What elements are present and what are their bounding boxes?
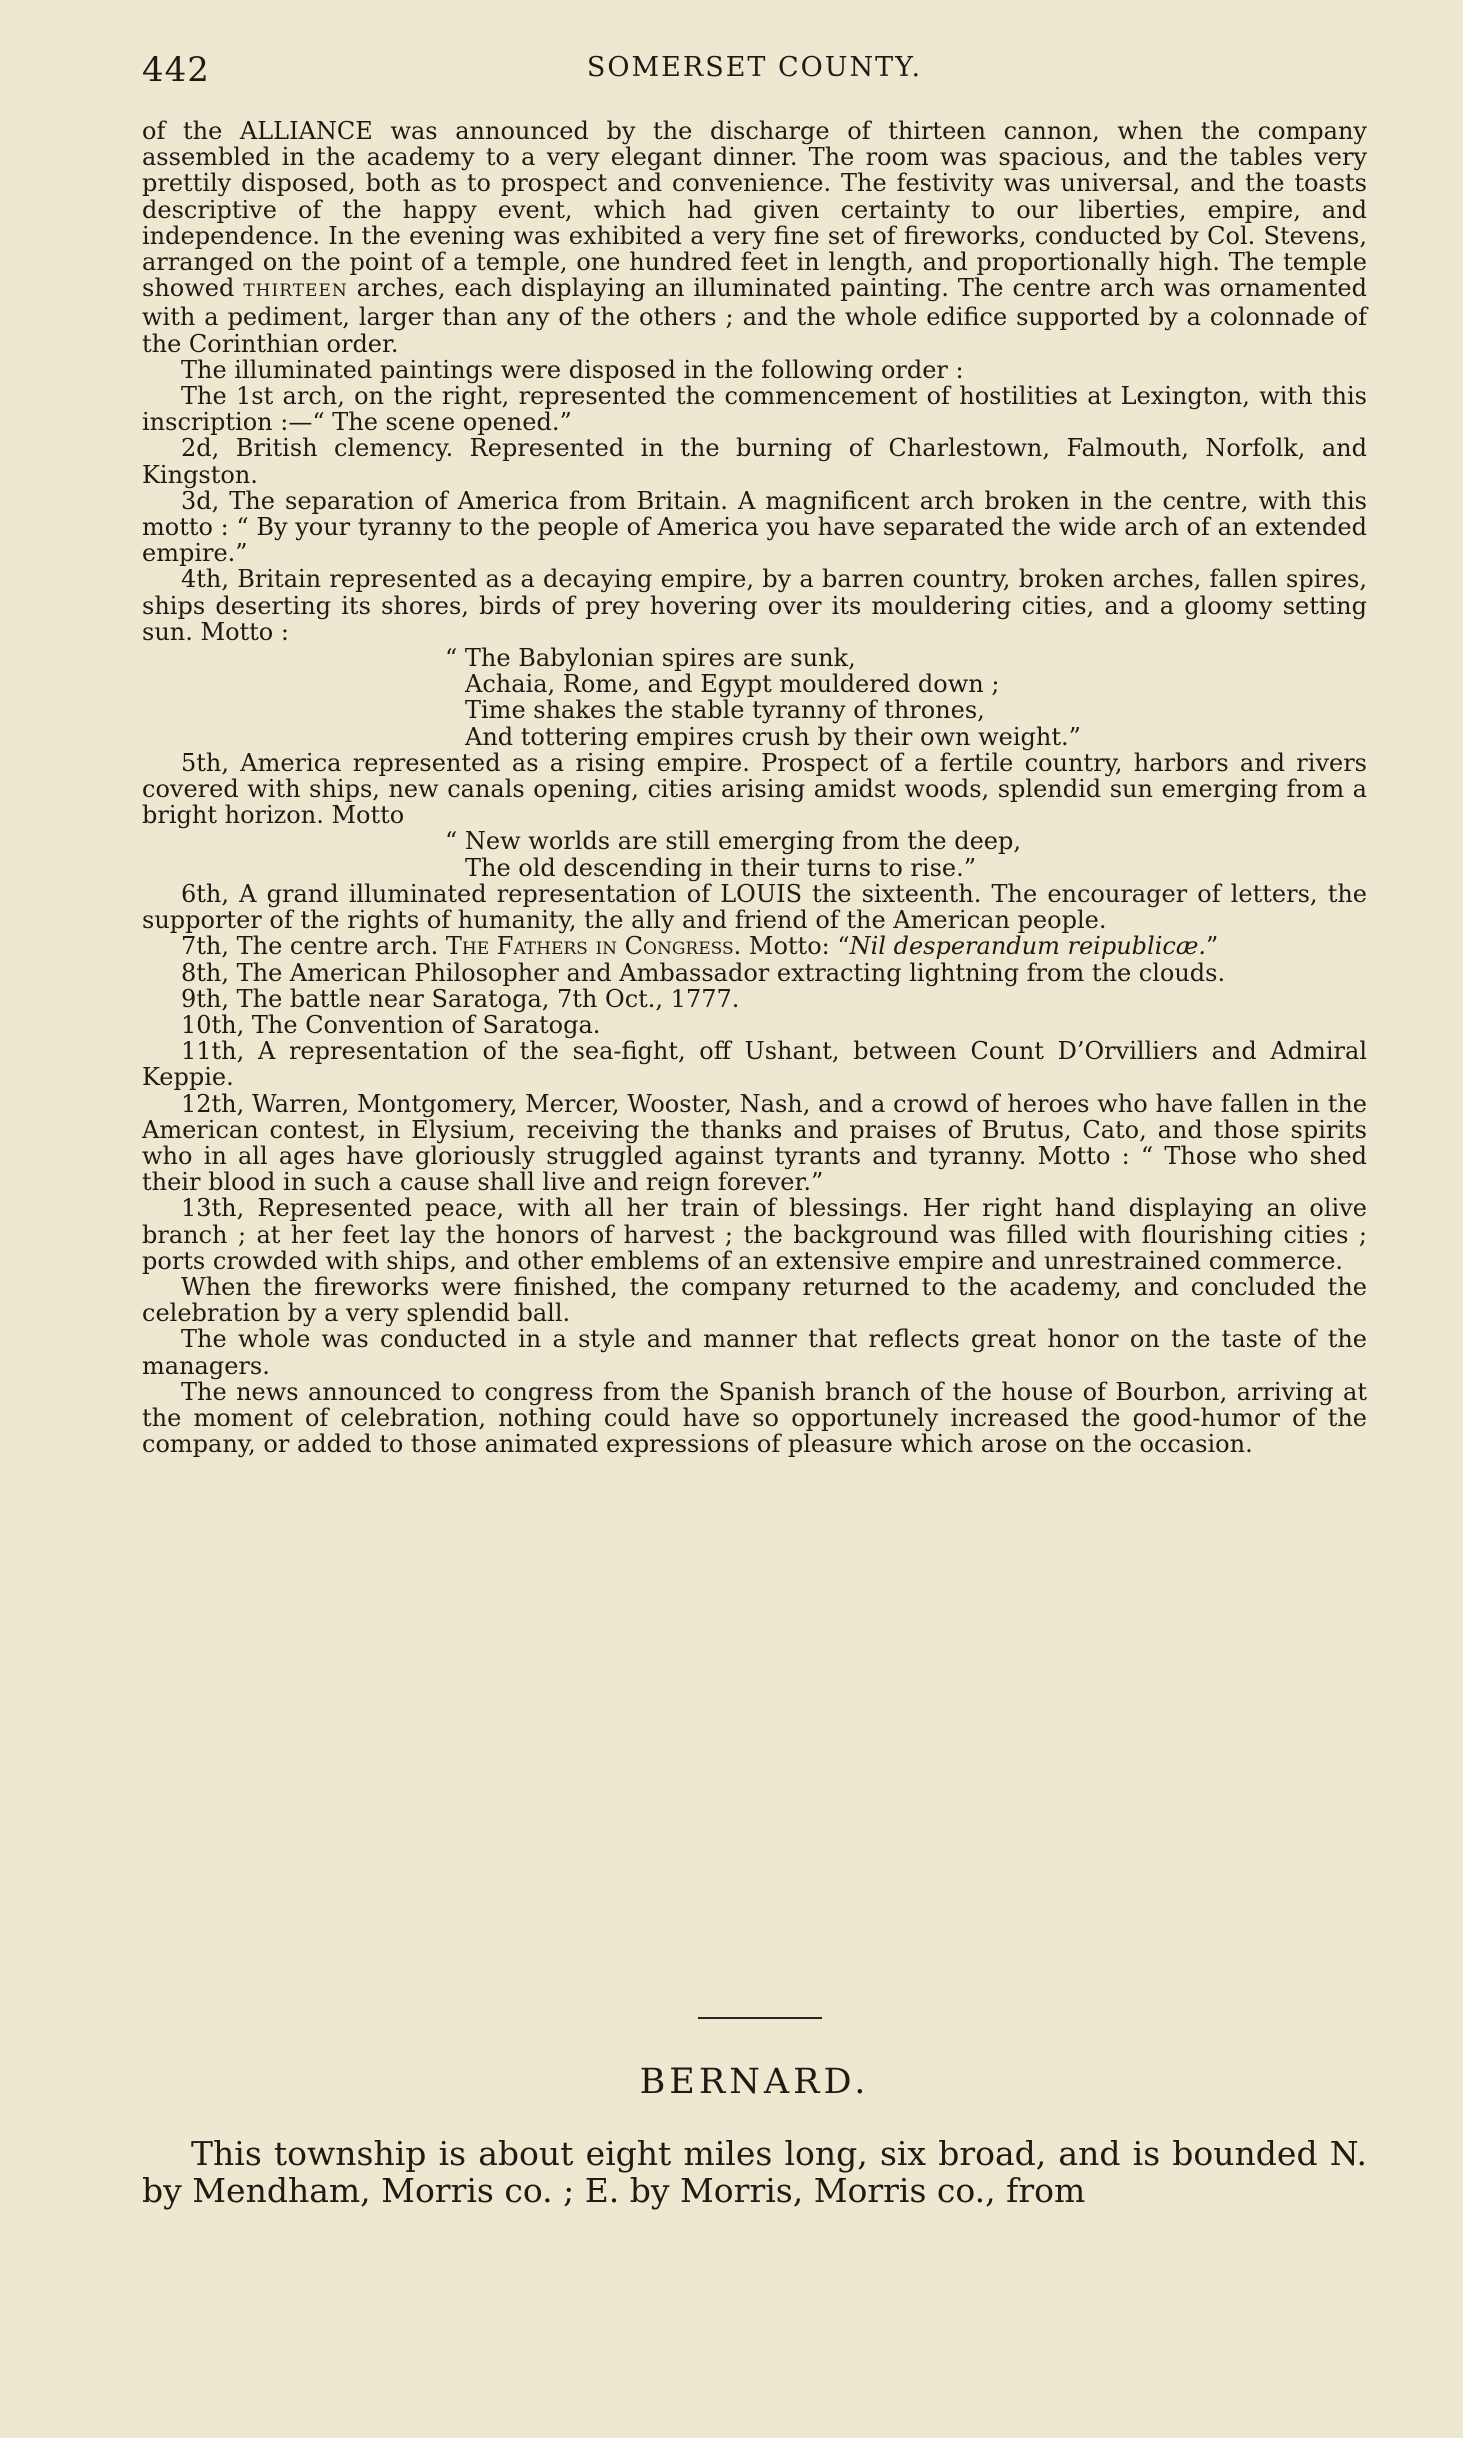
- section-divider: [698, 2017, 822, 2019]
- paragraph-arch-11: 11th, A representation of the sea-fight, off Ushant, between Count D’Orvilliers and Admiral Keppie.: [142, 1037, 1367, 1092]
- verse-line: Achaia, Rome, and Egypt mouldered down ;: [465, 670, 1000, 699]
- paragraph-arch-8: 8th, The American Philosopher and Ambassador extracting lightning from the clouds.: [181, 958, 1226, 987]
- paragraph-arch-4: 4th, Britain represented as a decaying empire, by a barren country, broken arches, fallen spires, ships deserting its shores, birds of prey hovering over its mouldering cities, and a gloomy setting sun. Motto :: [142, 565, 1367, 646]
- paragraph-arch-1: The 1st arch, on the right, represented the commencement of hostilities at Lexington, with this inscription :—“ The scene opened.”: [142, 382, 1367, 437]
- paragraph-arch-5: 5th, America represented as a rising empire. Prospect of a fertile country, harbors and rivers covered with ships, new canals opening, cities arising amidst woods, splendid sun emerging from a bright horizon. Motto: [142, 748, 1367, 830]
- paragraph-alliance: [142, 118, 1367, 357]
- latin-motto: Nil desperandum reipublicæ.: [849, 932, 1207, 961]
- verse-line: The old descending in their turns to rise.”: [465, 853, 976, 882]
- arch-7-motto: Motto: “: [741, 932, 850, 961]
- paragraph-arch-10: 10th, The Convention of Saratoga.: [181, 1010, 601, 1039]
- section-body: [142, 2135, 1367, 2209]
- paragraph-arch-12: 12th, Warren, Montgomery, Mercer, Wooster, Nash, and a crowd of heroes who have fallen in the American contest, in Elysium, receiving the thanks and praises of Brutus, Cato, and those spirits who in all ages have gloriously struggled against tyrants and tyranny. Motto : “ Those who shed their blood in such a cause shall live and reign forever.”: [142, 1089, 1367, 1197]
- verse-babylonian: [142, 645, 1367, 750]
- arch-7-text: 7th, The centre arch.: [181, 932, 446, 961]
- verse-new-worlds: [142, 828, 1367, 880]
- paragraph-news: The news announced to congress from the Spanish branch of the house of Bourbon, arriving at the moment of celebration, nothing could have so opportunely increased the good-humor of the company, or added to those animated expressions of pleasure which arose on the occasion.: [142, 1377, 1367, 1459]
- body-text: [142, 118, 1367, 1457]
- paragraph-fireworks-finished: When the fireworks were finished, the company returned to the academy, and concluded the celebration by a very splendid ball.: [142, 1272, 1367, 1328]
- paragraph-arch-13: 13th, Represented peace, with all her train of blessings. Her right hand displaying an olive branch ; at her feet lay the honors of harvest ; the background was filled with flourishing cities ; ports crowded with ships, and other emblems of an extensive empire and unrestrained commerce.: [142, 1194, 1367, 1275]
- paragraph-arch-7: [142, 933, 1367, 959]
- paragraph-arch-3: 3d, The separation of America from Britain. A magnificent arch broken in the centre, with this motto : “ By your tyranny to the people of America you have separated the wide arch of an extended empire.”: [142, 486, 1367, 568]
- paragraph-arch-2: 2d, British clemency. Represented in the burning of Charlestown, Falmouth, Norfolk, and Kingston.: [142, 434, 1367, 489]
- paragraph-managers: The whole was conducted in a style and manner that reflects great honor on the taste of the managers.: [142, 1325, 1367, 1380]
- paragraph-alliance-text: of the ALLIANCE was announced by the discharge of thirteen cannon, when the company assembled in the academy to a very elegant dinner. The room was spacious, and the tables very prettily disposed, both as to prospect and convenience. The festivity was universal, and the toasts descriptive of the happy event, which had given certainty to our liberties, empire, and independence. In the evening was exhibited a very fine set of fireworks, conducted by Col. Stevens, arranged on the point of a temple, one hundred feet in length, and proportionally high. The temple showed: [142, 117, 1367, 303]
- paragraph-alliance-end: arches, each displaying an illuminated painting. The centre arch was ornamented with a pediment, larger than any of the others ; and the whole edifice supported by a colonnade of the Corinthian order.: [142, 274, 1367, 358]
- verse-line: “ New worlds are still emerging from the deep,: [445, 827, 1021, 856]
- section-title: BERNARD.: [639, 2062, 870, 2102]
- verse-line: Time shakes the stable tyranny of thrones,: [465, 696, 985, 725]
- page-number: 442: [142, 50, 210, 90]
- paragraph-arch-6: 6th, A grand illuminated representation of LOUIS the sixteenth. The encourager of letters, the supporter of the rights of humanity, the ally and friend of the American people.: [142, 879, 1367, 935]
- fathers-in-congress-smallcaps: The Fathers in Congress.: [445, 932, 742, 961]
- thirteen-smallcaps: THIRTEEN: [243, 281, 348, 302]
- paragraph-order: The illuminated paintings were disposed in the following order :: [181, 355, 964, 384]
- verse-line: “ The Babylonian spires are sunk,: [445, 644, 856, 673]
- closing-quote: ”: [1206, 932, 1219, 961]
- paragraph-arch-9: 9th, The battle near Saratoga, 7th Oct., 1777.: [181, 984, 740, 1013]
- running-head: SOMERSET COUNTY.: [586, 52, 923, 83]
- section-paragraph: This township is about eight miles long, six broad, and is bounded N. by Mendham, Morris co. ; E. by Morris, Morris co., from: [142, 2134, 1367, 2210]
- verse-line: And tottering empires crush by their own weight.”: [465, 722, 1081, 751]
- page-header: [142, 50, 1367, 90]
